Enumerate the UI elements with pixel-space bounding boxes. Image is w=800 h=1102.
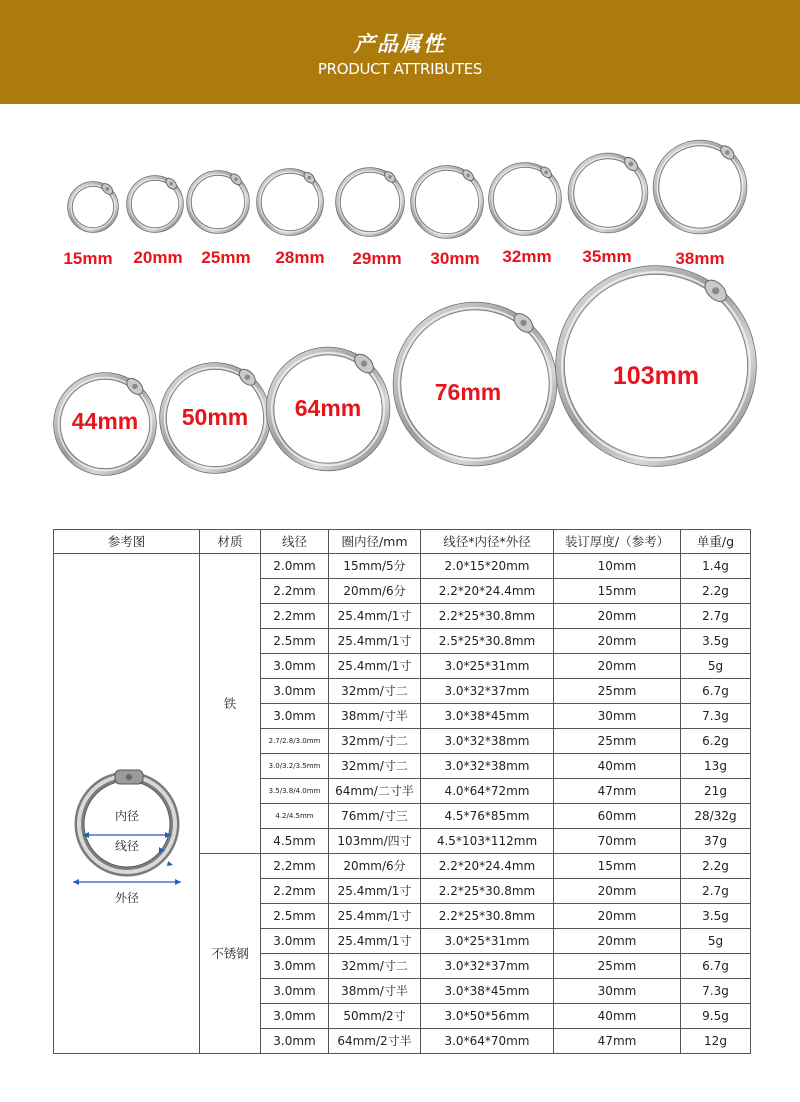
table-cell: 7.3g [681, 704, 751, 729]
table-cell: 32mm/寸二 [329, 954, 421, 979]
table-cell: 25.4mm/1寸 [329, 929, 421, 954]
table-cell: 10mm [554, 554, 681, 579]
table-cell: 40mm [554, 754, 681, 779]
material-cell: 铁 [200, 554, 261, 854]
table-cell: 3.0mm [261, 1004, 329, 1029]
column-header: 单重/g [681, 530, 751, 554]
ring-15mm [70, 182, 116, 230]
ring-32mm [491, 165, 559, 233]
ring-size-gallery [0, 104, 800, 524]
ring-29mm [338, 170, 402, 234]
ring-size-label: 76mm [434, 379, 502, 405]
table-cell: 3.0*50*56mm [421, 1004, 554, 1029]
table-cell: 2.2mm [261, 604, 329, 629]
table-cell: 3.5g [681, 629, 751, 654]
table-cell: 50mm/2寸 [329, 1004, 421, 1029]
table-cell: 3.0*32*37mm [421, 954, 554, 979]
table-cell: 2.0*15*20mm [421, 554, 554, 579]
material-cell: 不锈钢 [200, 854, 261, 1054]
ring-size-label: 50mm [181, 404, 249, 430]
table-cell: 13g [681, 754, 751, 779]
column-header: 材质 [200, 530, 261, 554]
table-cell: 30mm [554, 979, 681, 1004]
table-cell: 28/32g [681, 804, 751, 829]
ring-20mm [129, 176, 181, 230]
table-cell: 25.4mm/1寸 [329, 654, 421, 679]
ring-38mm [656, 143, 744, 231]
table-cell: 2.2*25*30.8mm [421, 904, 554, 929]
table-cell: 3.5g [681, 904, 751, 929]
table-cell: 2.7g [681, 604, 751, 629]
table-cell: 3.0*25*31mm [421, 929, 554, 954]
wire-diameter-label: 线径 [114, 838, 139, 853]
table-cell: 2.2g [681, 579, 751, 604]
table-cell: 9.5g [681, 1004, 751, 1029]
table-cell: 2.0mm [261, 554, 329, 579]
ring-size-label: 44mm [71, 408, 139, 434]
table-cell: 30mm [554, 704, 681, 729]
table-cell: 6.2g [681, 729, 751, 754]
table-cell: 3.0mm [261, 704, 329, 729]
table-cell: 3.0mm [261, 679, 329, 704]
ring-size-label: 38mm [675, 249, 725, 268]
column-header: 线径*内径*外径 [421, 530, 554, 554]
table-cell: 47mm [554, 779, 681, 804]
table-cell: 60mm [554, 804, 681, 829]
table-cell: 3.0/3.2/3.5mm [261, 754, 329, 779]
table-cell: 20mm [554, 654, 681, 679]
table-cell: 3.0mm [261, 654, 329, 679]
table-cell: 2.7g [681, 879, 751, 904]
ring-28mm [259, 170, 321, 233]
table-cell: 20mm [554, 904, 681, 929]
ring-dimension-diagram [55, 654, 199, 954]
table-cell: 64mm/2寸半 [329, 1029, 421, 1054]
ring-25mm [189, 172, 247, 231]
table-cell: 25.4mm/1寸 [329, 904, 421, 929]
table-cell: 25.4mm/1寸 [329, 604, 421, 629]
table-cell: 5g [681, 929, 751, 954]
ring-size-label: 64mm [294, 395, 362, 421]
table-cell: 3.0mm [261, 954, 329, 979]
table-cell: 3.0mm [261, 979, 329, 1004]
table-cell: 2.2mm [261, 579, 329, 604]
column-header: 线径 [261, 530, 329, 554]
table-cell: 25.4mm/1寸 [329, 879, 421, 904]
table-cell: 4.2/4.5mm [261, 804, 329, 829]
column-header: 参考图 [54, 530, 200, 554]
table-cell: 2.2*20*24.4mm [421, 854, 554, 879]
table-cell: 20mm/6分 [329, 579, 421, 604]
ring-size-label: 30mm [430, 249, 480, 268]
table-cell: 20mm [554, 629, 681, 654]
table-cell: 15mm/5分 [329, 554, 421, 579]
table-cell: 32mm/寸二 [329, 754, 421, 779]
column-header: 圈内径/mm [329, 530, 421, 554]
outer-diameter-label: 外径 [114, 890, 139, 905]
table-cell: 2.2mm [261, 854, 329, 879]
page-subtitle: PRODUCT ATTRIBUTES [317, 60, 483, 78]
ring-size-label: 32mm [502, 247, 552, 266]
table-cell: 3.0*64*70mm [421, 1029, 554, 1054]
table-cell: 2.2*25*30.8mm [421, 604, 554, 629]
table-cell: 12g [681, 1029, 751, 1054]
table-cell: 15mm [554, 854, 681, 879]
column-header: 装订厚度/（参考） [554, 530, 681, 554]
table-cell: 3.0*32*38mm [421, 754, 554, 779]
ring-size-label: 20mm [133, 248, 183, 267]
reference-diagram-cell [54, 554, 200, 1054]
ring-size-label: 29mm [352, 249, 402, 268]
table-cell: 6.7g [681, 954, 751, 979]
table-cell: 2.2*20*24.4mm [421, 579, 554, 604]
table-cell: 4.5*76*85mm [421, 804, 554, 829]
table-cell: 47mm [554, 1029, 681, 1054]
table-cell: 20mm/6分 [329, 854, 421, 879]
table-cell: 6.7g [681, 679, 751, 704]
ring-size-label: 35mm [582, 247, 632, 266]
table-cell: 25mm [554, 954, 681, 979]
table-cell: 103mm/四寸 [329, 829, 421, 854]
table-cell: 2.2*25*30.8mm [421, 879, 554, 904]
table-cell: 3.0mm [261, 929, 329, 954]
inner-diameter-label: 内径 [114, 808, 139, 823]
ring-size-label: 25mm [201, 248, 251, 267]
table-cell: 25mm [554, 729, 681, 754]
table-cell: 76mm/寸三 [329, 804, 421, 829]
table-cell: 5g [681, 654, 751, 679]
table-cell: 3.0mm [261, 1029, 329, 1054]
table-cell: 25mm [554, 679, 681, 704]
table-cell: 38mm/寸半 [329, 979, 421, 1004]
table-cell: 40mm [554, 1004, 681, 1029]
table-cell: 2.5*25*30.8mm [421, 629, 554, 654]
ring-size-label: 103mm [612, 362, 700, 390]
table-cell: 2.5mm [261, 904, 329, 929]
ring-30mm [413, 168, 481, 236]
table-cell: 25.4mm/1寸 [329, 629, 421, 654]
ring-size-label: 15mm [63, 249, 113, 268]
table-cell: 3.0*38*45mm [421, 979, 554, 1004]
table-cell: 2.7/2.8/3.0mm [261, 729, 329, 754]
table-cell: 21g [681, 779, 751, 804]
table-cell: 4.5mm [261, 829, 329, 854]
table-cell: 3.5/3.8/4.0mm [261, 779, 329, 804]
table-cell: 38mm/寸半 [329, 704, 421, 729]
table-row [54, 554, 751, 579]
table-header-row [54, 530, 751, 554]
table-cell: 37g [681, 829, 751, 854]
table-cell: 32mm/寸二 [329, 729, 421, 754]
table-cell: 7.3g [681, 979, 751, 1004]
table-cell: 2.2g [681, 854, 751, 879]
table-cell: 3.0*32*38mm [421, 729, 554, 754]
attribute-table-wrapper [53, 529, 750, 1054]
table-cell: 3.0*25*31mm [421, 654, 554, 679]
table-cell: 2.2mm [261, 879, 329, 904]
header-banner [0, 0, 800, 104]
table-cell: 2.5mm [261, 629, 329, 654]
table-cell: 4.0*64*72mm [421, 779, 554, 804]
table-cell: 20mm [554, 604, 681, 629]
table-cell: 3.0*38*45mm [421, 704, 554, 729]
table-cell: 64mm/二寸半 [329, 779, 421, 804]
table-cell: 20mm [554, 879, 681, 904]
ring-size-label: 28mm [275, 248, 325, 267]
table-cell: 20mm [554, 929, 681, 954]
attribute-table [53, 529, 751, 1054]
page-title: 产品属性 [354, 32, 446, 56]
table-cell: 15mm [554, 579, 681, 604]
ring-35mm [571, 155, 645, 230]
table-cell: 4.5*103*112mm [421, 829, 554, 854]
table-cell: 32mm/寸二 [329, 679, 421, 704]
table-cell: 70mm [554, 829, 681, 854]
table-cell: 3.0*32*37mm [421, 679, 554, 704]
table-cell: 1.4g [681, 554, 751, 579]
